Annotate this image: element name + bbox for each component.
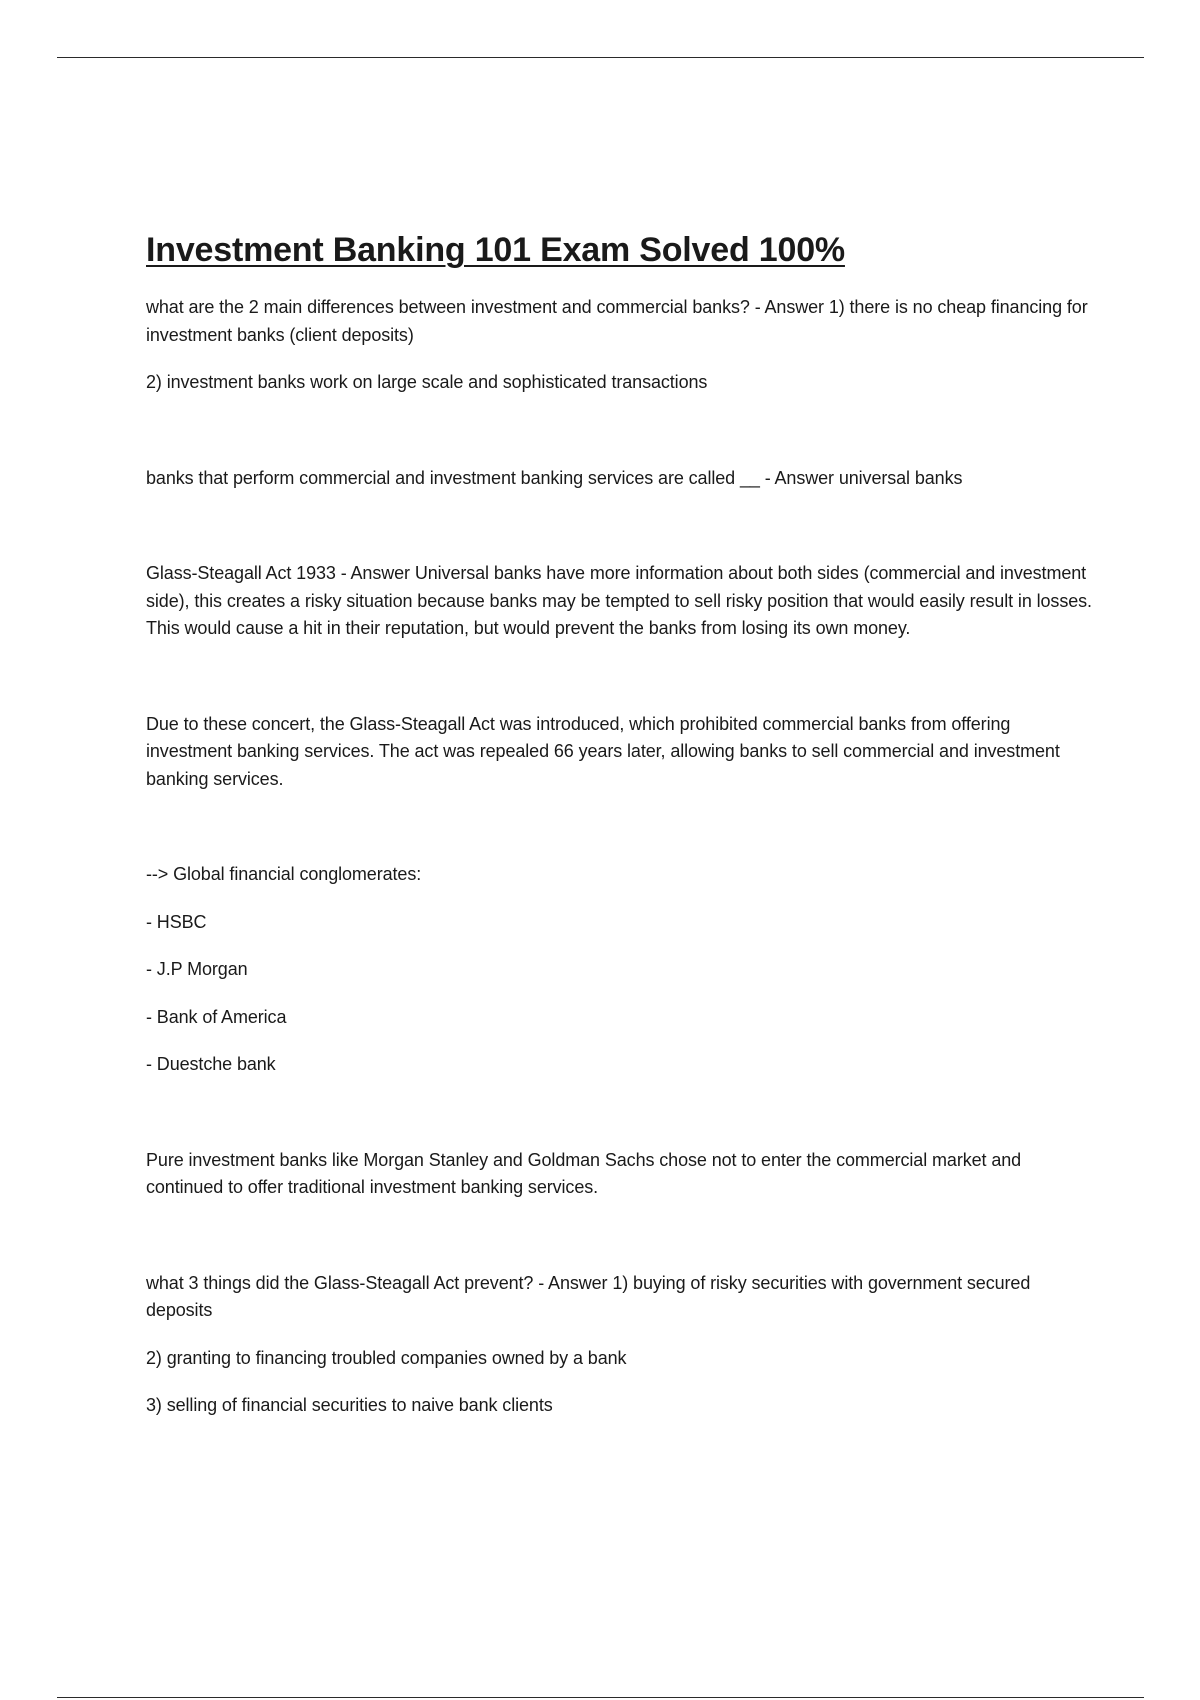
- paragraph: Glass-Steagall Act 1933 - Answer Universal banks have more information about both sides (commercial and investment side), this creates a risky situation because banks may be tempted to sell risky position that would easily result in losses. This would cause a hit in their reputation, but would prevent the banks from losing its own money.: [146, 563, 1092, 638]
- list-item: - HSBC: [146, 911, 207, 932]
- header-rule: [57, 57, 1144, 58]
- paragraph: what are the 2 main differences between investment and commercial banks? - Answer 1) there is no cheap financing for investment banks (client deposits): [146, 297, 1088, 345]
- paragraph: Due to these concert, the Glass-Steagall Act was introduced, which prohibited commercial banks from offering investment banking services. The act was repealed 66 years later, allowing banks to sell commercial and investment banking services.: [146, 713, 1060, 789]
- document-title: Investment Banking 101 Exam Solved 100%: [146, 231, 845, 269]
- paragraph: what 3 things did the Glass-Steagall Act prevent? - Answer 1) buying of risky securities with government secured deposits: [146, 1272, 1031, 1320]
- list-heading: --> Global financial conglomerates:: [146, 864, 422, 884]
- list-item: - Duestche bank: [146, 1054, 276, 1074]
- paragraph: banks that perform commercial and investment banking services are called __ - Answer universal banks: [146, 467, 963, 488]
- paragraph: Pure investment banks like Morgan Stanley and Goldman Sachs chose not to enter the commercial market and continued to offer traditional investment banking services.: [146, 1149, 1022, 1197]
- paragraph: 2) granting to financing troubled companies owned by a bank: [146, 1347, 627, 1368]
- paragraph: 3) selling of financial securities to naive bank clients: [146, 1395, 553, 1415]
- list-item: - J.P Morgan: [146, 959, 248, 979]
- footer-rule: [57, 1697, 1144, 1698]
- document-body: [146, 228, 1096, 1420]
- list-item: - Bank of America: [146, 1006, 287, 1027]
- paragraph: 2) investment banks work on large scale and sophisticated transactions: [146, 372, 708, 392]
